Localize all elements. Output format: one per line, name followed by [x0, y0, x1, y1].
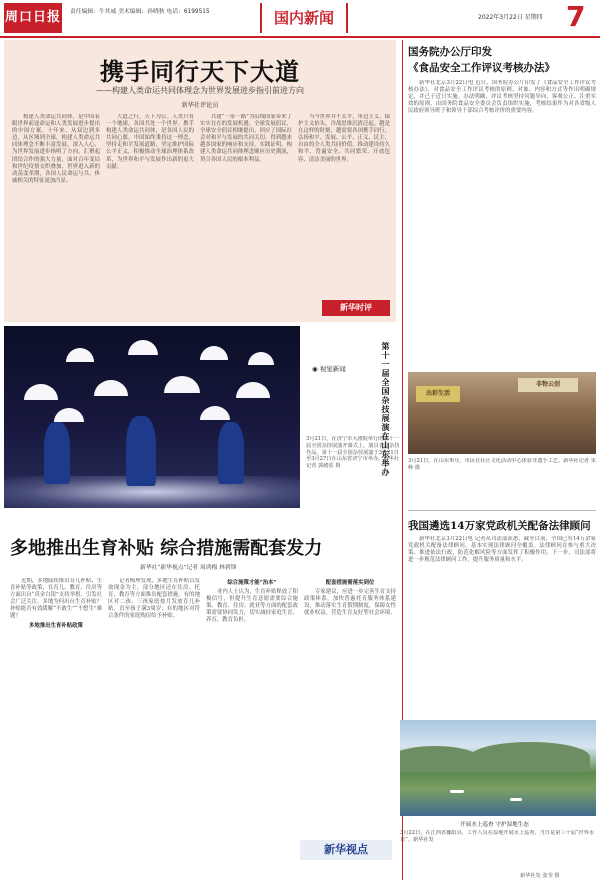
commentary-column-2: 大道之行，天下为公。人类只有一个地球，各国共处一个世界。携手构建人类命运共同体，是各国人民的共同心愿。中国始终秉持这一理念，坚持走和平发展道路，坚定维护国际公平正义，积极推动全球治理体系改革，为世界和平与发展作出新的更大贡献。	[106, 114, 194, 170]
performer	[218, 422, 244, 484]
commentary-badge: 新华时评	[322, 300, 390, 316]
subsidy-headline: 多地推出生育补贴 综合措施需配套发力	[10, 538, 323, 559]
performer	[126, 416, 156, 486]
food-safety-kicker: 国务院办公厅印发	[408, 46, 492, 58]
photo-credit: 新华社发 张莹 摄	[520, 873, 560, 879]
community-photo	[408, 372, 596, 454]
umbrella-prop	[94, 380, 128, 396]
wetland-photo	[400, 720, 596, 816]
legal-advisor-body: 新华社北京3月22日电 记者从司法部获悉，截至目前，全国已有14万余家党政机关配备法律顾问，基本实现法律顾问全覆盖。法律顾问在参与重大决策、推进依法行政、防范化解风险等方面发挥了积极作用。下一步，司法部将进一步规范法律顾问工作，提升服务质量和水平。	[408, 536, 596, 564]
commentary-column-1: 构建人类命运共同体，是中国着眼世界前途命运和人类发展进步提出的中国方案。十年来，从双边到多边，从区域到全球，构建人类命运共同体理念不断丰富发展，深入人心，为世界发展进步指明了方向，汇聚起团结合作的强大力量。面对百年变局和世纪疫情交织叠加，世界进入新的动荡变革期，各国人民命运与共、休戚相关的特征更加凸显。	[12, 114, 100, 184]
umbrella-prop	[200, 346, 228, 360]
hill	[400, 746, 480, 772]
issue-date: 2022年3月22日 星期四	[478, 14, 543, 21]
section-divider	[408, 510, 596, 511]
commentary-byline: 新华社评论员	[181, 102, 219, 109]
patrol-boat	[510, 798, 522, 801]
umbrella-prop	[164, 376, 200, 393]
subsidy-column-3: 综合施策才能“治本” 业内人士认为，生育补贴释放了积极信号，但提升生育意愿需要综合施策。教育、住房、就业等方面的配套政策需要协同发力，切实减轻家庭生育、养育、教育负担。	[206, 580, 298, 624]
section-title: 国内新闻	[260, 3, 348, 33]
camera-icon: ◉	[312, 365, 318, 373]
commentary-headline: 携手同行天下大道	[100, 57, 300, 86]
page-number: 7	[566, 0, 586, 33]
commentary-box	[4, 40, 396, 322]
subsidy-column-1: 近期，多地陆续推出育儿补贴、生育补贴等政策，在育儿、教育、住房等方面出台“真金白银”支持举措，引发社会广泛关注。多地为何出台生育补贴？补贴能否有效缓解“不敢生”“不想生”难题？ 多地推出生育补贴政策	[10, 578, 102, 629]
umbrella-prop	[24, 384, 58, 400]
commentary-column-4: 当今世界并不太平，单边主义、保护主义抬头，冷战思维沉渣泛起。越是在这样的时刻，越需要各国携手同行，弘扬和平、发展、公平、正义、民主、自由的全人类共同价值，推动建设持久和平、普遍安全、共同繁荣、开放包容、清洁美丽的世界。	[298, 114, 390, 163]
masthead-rule	[0, 36, 600, 38]
editor-credits: 责任编辑：牛其威 美术编辑：孙晓秋 电话：6199515	[70, 9, 210, 15]
commentary-column-3: 共建“一带一路”为沿线国家带来了实实在在的发展机遇。全球发展倡议、全球安全倡议相继提出，回应了国际社会对和平与发展的共同关切，得到越来越多国家的响应和支持。实践证明，构建人类命运共同体理念顺应历史潮流，契合各国人民的根本利益。	[200, 114, 292, 163]
subsidy-badge: 新华视点	[300, 840, 392, 860]
subsidy-column-4: 配套措施需落实到位 专家建议，应进一步完善生育支持政策体系，加快普惠托育服务体系建设，推动落实生育假期制度，保障女性就业权益，营造生育友好型社会环境。	[304, 580, 396, 617]
food-safety-body: 新华社北京3月22日电 近日，国务院办公厅印发了《食品安全工作评议考核办法》，对食品安全工作评议考核的原则、对象、内容和方式等作出明确规定，并已于近日实施。办法明确，评议考核坚持问题导向、客观公正、注重实效的原则，由国务院食品安全委员会负责组织实施，考核结果作为对各省级人民政府领导班子和领导干部综合考核评价的重要内容。	[408, 80, 596, 115]
subsidy-section-head: 多地推出生育补贴政策	[29, 622, 83, 629]
photo-sign: 出彩生活	[416, 386, 460, 402]
subsidy-section-head: 配套措施需落实到位	[325, 580, 375, 586]
commentary-subtitle: ——构建人类命运共同体理念为世界发展进步指引前进方向	[96, 86, 304, 95]
umbrella-prop	[200, 406, 230, 420]
patrol-boat	[450, 790, 464, 793]
photo-vertical-title: 第十一届全国杂技展演在山东举办	[381, 342, 391, 477]
hill	[470, 742, 590, 772]
newspaper-logo: 周口日报	[4, 3, 62, 33]
umbrella-prop	[54, 408, 84, 422]
acrobatics-photo	[4, 326, 300, 508]
umbrella-prop	[236, 382, 270, 398]
legal-advisor-headline: 我国遴选14万家党政机关配备法律顾问	[408, 520, 591, 532]
umbrella-prop	[66, 348, 94, 362]
performer	[44, 422, 70, 484]
photo-caption: 3月21日，在济宁市大剧院举行的第十一届全国杂技展演开幕式上，演员表演杂技作品。第十一届全国杂技展演于3月21日至3月27日在山东省济宁市举办。新华社记者 郭绪雷 摄	[306, 436, 400, 470]
community-photo-caption: 3月21日，在山东枣庄，市民在社区文化活动中心体验非遗手工艺。新华社记者 朱峥 摄	[408, 458, 596, 471]
food-safety-headline: 《食品安全工作评议考核办法》	[408, 62, 555, 74]
umbrella-prop	[128, 340, 158, 355]
umbrella-prop	[248, 352, 274, 365]
subsidy-section-head: 综合施策才能“治本”	[227, 580, 277, 586]
photo-sign: 非物云创	[518, 378, 578, 392]
subsidy-column-2: 记者梳理发现，多地生育补贴以发放现金为主，部分地区还在住房、托育、教育等方面推出配套措施。有的地区对二孩、三孩家庭按月发放育儿补贴，直至孩子满3周岁；有的地区对符合条件的家庭购房给予补贴。	[108, 578, 200, 620]
wetland-caption-title: 开展水上巡查 守护湿地生态	[460, 822, 529, 828]
visual-news-label: ◉ 视觉新闻	[312, 365, 346, 373]
wetland-caption: 3月22日，在江西省鄱阳县，工作人员在湿地开展水上巡查。当日是第三十届“世界水日”。新华社发	[400, 830, 595, 843]
subsidy-byline: 新华社“新华视点”记者 周鸿梅 林碧锋	[140, 565, 237, 571]
